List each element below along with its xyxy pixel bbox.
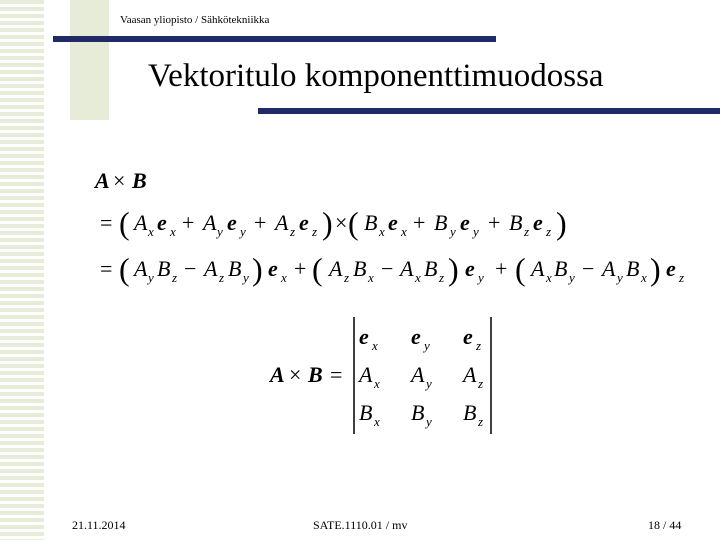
svg-text:+: + bbox=[413, 210, 426, 235]
svg-text:y: y bbox=[473, 224, 479, 239]
svg-text:z: z bbox=[344, 270, 350, 285]
svg-text:B: B bbox=[228, 256, 242, 281]
svg-text:A: A bbox=[531, 256, 545, 281]
svg-text:A: A bbox=[359, 362, 373, 387]
svg-text:A: A bbox=[134, 256, 148, 281]
svg-text:x: x bbox=[368, 270, 374, 285]
svg-text:x: x bbox=[641, 270, 647, 285]
svg-text:x: x bbox=[372, 338, 378, 353]
svg-text:B: B bbox=[132, 168, 147, 193]
svg-text:): ) bbox=[556, 205, 567, 241]
svg-text:x: x bbox=[379, 224, 385, 239]
svg-text:x: x bbox=[401, 224, 407, 239]
svg-text:B: B bbox=[411, 400, 425, 425]
svg-text:B: B bbox=[554, 256, 568, 281]
svg-text:B: B bbox=[157, 256, 171, 281]
svg-text:x: x bbox=[281, 270, 287, 285]
svg-text:A: A bbox=[411, 362, 425, 387]
svg-text:B: B bbox=[626, 256, 640, 281]
svg-text:e: e bbox=[463, 324, 473, 349]
svg-text:B: B bbox=[434, 210, 448, 235]
footer-date: 21.11.2014 bbox=[72, 518, 126, 532]
svg-text:z: z bbox=[524, 224, 530, 239]
svg-text:): ) bbox=[322, 205, 333, 241]
svg-text:z: z bbox=[290, 224, 296, 239]
svg-text:=: = bbox=[100, 256, 113, 281]
svg-text:y: y bbox=[217, 224, 223, 239]
svg-text:(: ( bbox=[348, 205, 359, 241]
svg-text:y: y bbox=[424, 338, 430, 353]
svg-text:y: y bbox=[243, 270, 249, 285]
svg-text:×: × bbox=[113, 168, 126, 193]
svg-text:z: z bbox=[679, 270, 685, 285]
formula-line-1 bbox=[93, 168, 147, 193]
svg-text:B: B bbox=[463, 400, 477, 425]
svg-text:z: z bbox=[172, 270, 178, 285]
svg-text:B: B bbox=[364, 210, 378, 235]
svg-text:e: e bbox=[666, 256, 676, 281]
svg-text:z: z bbox=[546, 224, 552, 239]
svg-text:(: ( bbox=[515, 251, 526, 287]
formula-line-2 bbox=[100, 205, 567, 241]
slide-title: Vektoritulo komponenttimuodossa bbox=[148, 58, 604, 94]
svg-text:B: B bbox=[359, 400, 373, 425]
svg-text:e: e bbox=[268, 256, 278, 281]
svg-text:z: z bbox=[219, 270, 225, 285]
svg-text:+: + bbox=[488, 210, 501, 235]
svg-text:x: x bbox=[170, 224, 176, 239]
svg-text:B: B bbox=[353, 256, 367, 281]
svg-text:A: A bbox=[463, 362, 477, 387]
svg-text:): ) bbox=[252, 251, 263, 287]
svg-text:): ) bbox=[448, 251, 459, 287]
svg-text:=: = bbox=[100, 210, 113, 235]
svg-text:+: + bbox=[254, 210, 267, 235]
svg-text:(: ( bbox=[119, 251, 130, 287]
svg-text:x: x bbox=[546, 270, 552, 285]
svg-text:e: e bbox=[533, 210, 543, 235]
svg-text:A: A bbox=[275, 210, 289, 235]
svg-text:e: e bbox=[465, 256, 475, 281]
svg-text:A: A bbox=[602, 256, 616, 281]
svg-text:A: A bbox=[134, 210, 148, 235]
svg-text:×: × bbox=[289, 362, 302, 387]
svg-text:A: A bbox=[400, 256, 414, 281]
svg-text:x: x bbox=[374, 414, 380, 429]
svg-text:−: − bbox=[184, 256, 197, 281]
svg-text:+: + bbox=[495, 256, 508, 281]
svg-text:×: × bbox=[335, 210, 348, 235]
svg-text:z: z bbox=[312, 224, 318, 239]
footer-course-code: SATE.1110.01 / mv bbox=[313, 518, 408, 532]
svg-text:(: ( bbox=[312, 251, 323, 287]
svg-text:B: B bbox=[308, 362, 323, 387]
svg-text:x: x bbox=[374, 376, 380, 391]
svg-text:y: y bbox=[617, 270, 623, 285]
svg-text:A: A bbox=[270, 362, 285, 387]
svg-text:B: B bbox=[424, 256, 438, 281]
footer-page-number: 18 / 44 bbox=[648, 518, 682, 532]
svg-text:z: z bbox=[478, 414, 484, 429]
svg-text:): ) bbox=[650, 251, 661, 287]
svg-text:e: e bbox=[227, 210, 237, 235]
svg-text:x: x bbox=[148, 224, 154, 239]
svg-text:e: e bbox=[388, 210, 398, 235]
svg-text:z: z bbox=[439, 270, 445, 285]
svg-text:A: A bbox=[329, 256, 343, 281]
svg-text:y: y bbox=[426, 376, 432, 391]
svg-text:y: y bbox=[569, 270, 575, 285]
svg-text:B: B bbox=[509, 210, 523, 235]
svg-text:=: = bbox=[330, 362, 343, 387]
svg-text:−: − bbox=[381, 256, 394, 281]
svg-text:+: + bbox=[182, 210, 195, 235]
svg-text:A: A bbox=[203, 210, 217, 235]
svg-text:y: y bbox=[478, 270, 484, 285]
svg-text:y: y bbox=[450, 224, 456, 239]
svg-text:e: e bbox=[460, 210, 470, 235]
svg-text:+: + bbox=[294, 256, 307, 281]
svg-text:e: e bbox=[299, 210, 309, 235]
svg-text:−: − bbox=[582, 256, 595, 281]
svg-text:y: y bbox=[148, 270, 154, 285]
svg-text:e: e bbox=[359, 324, 369, 349]
svg-text:z: z bbox=[478, 376, 484, 391]
svg-text:e: e bbox=[157, 210, 167, 235]
svg-text:e: e bbox=[411, 324, 421, 349]
svg-text:z: z bbox=[476, 338, 482, 353]
svg-text:(: ( bbox=[119, 205, 130, 241]
svg-text:A: A bbox=[95, 168, 110, 193]
svg-text:A: A bbox=[204, 256, 218, 281]
determinant-formula bbox=[268, 317, 491, 434]
svg-text:y: y bbox=[426, 414, 432, 429]
svg-text:y: y bbox=[240, 224, 246, 239]
svg-text:x: x bbox=[415, 270, 421, 285]
formula-line-3 bbox=[100, 251, 684, 287]
header-text: Vaasan yliopisto / Sähkötekniikka bbox=[120, 14, 270, 26]
